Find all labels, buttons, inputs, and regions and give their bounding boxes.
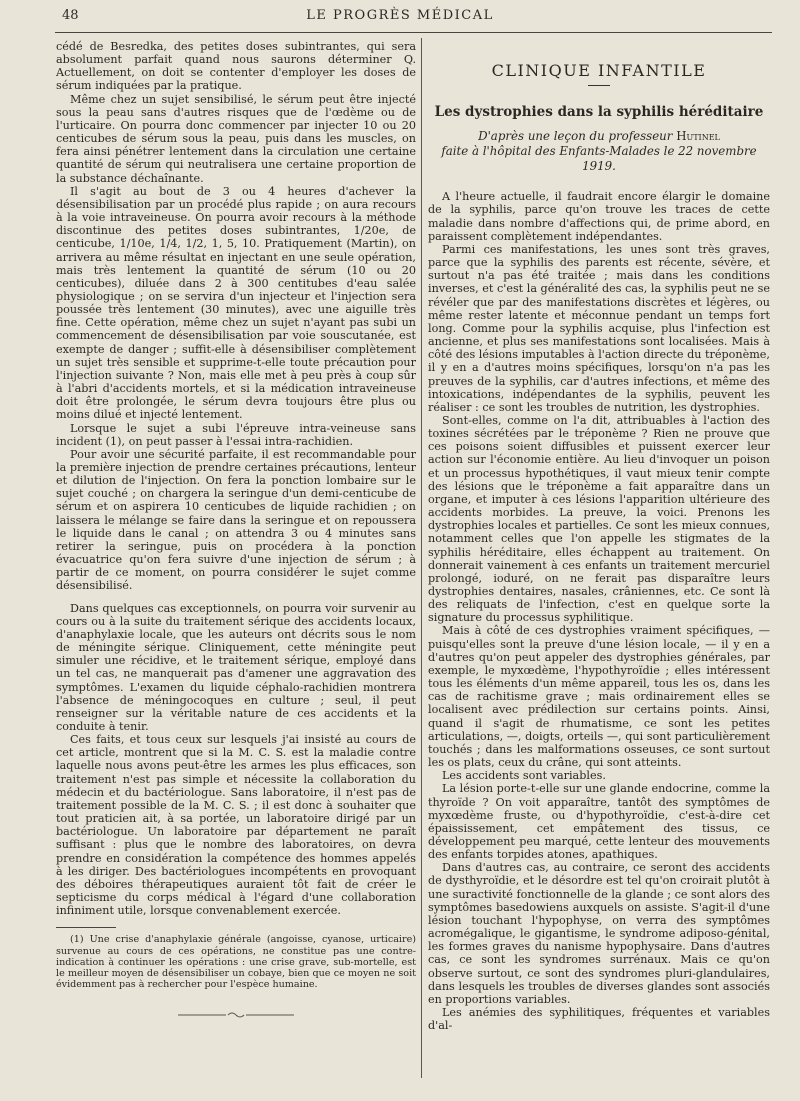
body-paragraph: Dans d'autres cas, au contraire, ce seront des accidents de dysthyroïdie, et le désordre est tel qu'on croirait plutôt à une suractivité fonctionnelle de la glande ; ce sont alors des symptômes basedowiens auxquels on assiste. S'agit-il d'une lésion touchant l'hypophyse, on verra des symptômes acromégalique, le gigantisme, le syndrome adiposo-génital, les formes graves du nanisme hypophysaire. Dans d'autres cas, ce sont les syndromes surrénaux. Mais ce qu'on observe surtout, ce sont des syndromes pluri-glandulaires, dans lesquels les troubles de diverses glandes sont associés en proportions variables. (428, 861, 770, 1006)
page-number: 48 (62, 8, 79, 23)
professor-name: Hutinel (676, 129, 720, 144)
footnote: (1) Une crise d'anaphylaxie générale (angoisse, cyanose, urticaire) survenue au cours de ces opérations, ne constitue pas une contre-indication à continuer les opérations : une crise grave, sub-mortelle, est le meilleur moyen de désensibiliser un cobaye, bien que ce moyen ne soit évidemment pas à rechercher pour l'espèce humaine. (56, 934, 416, 991)
page-header (0, 6, 800, 30)
body-paragraph: Sont-elles, comme on l'a dit, attribuables à l'action des toxines sécrétées par le tréponème ? Rien ne prouve que ces poisons soient diffusibles et puissent exercer leur action sur l'économie entière. Au lieu d'invoquer un poison et un processus hypothétiques, il vaut mieux tenir compte des lésions que le tréponème a fait apparaître dans un organe, et imputer à ces lésions l'apparition ultérieure des accidents morbides. La preuve, la voici. Prenons les dystrophies locales et partielles. Ce sont les mieux connues, notamment celles que l'on appelle les stigmates de la syphilis héréditaire, elles échappent au traitement. On donnerait vainement à ces enfants un traitement mercuriel prolongé, ioduré, on ne ferait pas disparaître leurs dystrophies dentaires, nasales, crâniennes, etc. Ce sont là des reliquats de l'infection, c'est en quelque sorte la signature du processus syphilitique. (428, 413, 770, 625)
article-title: Les dystrophies dans la syphilis héréditaire (434, 104, 764, 121)
end-ornament (176, 1010, 296, 1020)
body-paragraph: cédé de Besredka, des petites doses subintrantes, qui sera absolument parfait quand nous saurons déterminer Q. Actuellement, on doit se contenter d'employer les doses de sérum indiquées par la pratique. (56, 40, 416, 93)
body-paragraph: Pour avoir une sécurité parfaite, il est recommandable pour la première injection de prendre certaines précautions, lenteur et dilution de l'injection. On fera la ponction lombaire sur le sujet couché ; on chargera la seringue d'un demi-centicube de sérum et on aspirera 10 centicubes de liquide rachidien ; on laissera le mélange se faire dans la seringue et on repoussera le liquide dans le canal ; on attendra 3 ou 4 minutes sans retirer la seringue, puis on procédera à la ponction évacuatrice qu'on fera suivre d'une injection de sérum ; à partir de ce moment, on pourra considérer le sujet comme désensibilisé. (56, 447, 416, 593)
header-rule (55, 32, 772, 33)
body-paragraph: Parmi ces manifestations, les unes sont très graves, parce que la syphilis des parents est récente, sévère, et surtout n'a pas été traitée ; mais dans les conditions inverses, et c'est la généralité des cas, la syphilis peut ne se révéler que par des manifestations discrètes et légères, ou même rester latente et méconnue pendant un temps fort long. Comme pour la syphilis acquise, plus l'infection est ancienne, et plus ses manifestations sont localisées. Mais à côté des lésions imputables à l'action directe du tréponème, il y en a d'autres moins spécifiques, lorsqu'on n'a pas les preuves de la syphilis, car d'autres infections, et même des intoxications, indépendantes de la syphilis, peuvent les réaliser : ce sont les troubles de nutrition, les dystrophies. (428, 242, 770, 414)
section-title: CLINIQUE INFANTILE (491, 61, 707, 80)
article-attribution (428, 129, 770, 174)
attribution-venue-date: faite à l'hôpital des Enfants-Malades le 22 novembre 1919. (441, 144, 757, 174)
body-paragraph: Lorsque le sujet a subi l'épreuve intra-veineuse sans incident (1), on peut passer à l'essai intra-rachidien. (56, 421, 416, 448)
title-rule (588, 85, 610, 86)
body-paragraph: Ces faits, et tous ceux sur lesquels j'ai insisté au cours de cet article, montrent que si la M. C. S. est la maladie contre laquelle nous avons peut-être les armes les plus efficaces, son traitement n'est pas simple et nécessite la collaboration du médecin et du bactériologue. Sans laboratoire, il n'est pas de traitement possible de la M. C. S. ; il est donc à souhaiter que tout praticien ait, à sa portée, un laboratoire dirigé par un bactériologue. Un laboratoire par département ne paraît suffisant : plus que le nombre des laboratoires, on devra prendre en considération la compétence des hommes appelés à les diriger. Des bactériologues incompétents en provoquant des déboires thérapeutiques auraient tôt fait de créer le septicisme du corps médical à l'égard d'une collaboration infiniment utile, lorsque convenablement exercée. (56, 733, 416, 918)
running-head: LE PROGRÈS MÉDICAL (306, 8, 494, 23)
footnote-rule (56, 927, 116, 928)
body-paragraph: Il s'agit au bout de 3 ou 4 heures d'achever la désensibilisation par un procédé plus rapide ; on aura recours à la voie intraveineuse. On pourra avoir recours à la méthode discontinue des petites doses subintrantes, 1/20e, de centicube, 1/10e, 1/4, 1/2, 1, 5, 10. Pratiquement (Martin), on arrivera au même résultat en injectant en une seule opération, mais très lentement la quantité de sérum (10 ou 20 centicubes), diluée dans 2 à 300 centitubes d'eau salée physiologique ; on se servira d'un injecteur et l'injection sera poussée très lentement (30 minutes), avec une aiguille très fine. Cette opération, même chez un sujet n'ayant pas subi un commencement de désensibilisation par voie souscutanée, est exempte de danger ; suffit-elle à désensibiliser complètement un sujet très sensible et supprime-t-elle toute précaution pour l'injection suivante ? Non, mais elle met à peu près à coup sûr à l'abri d'accidents mortels, et si la médication intraveineuse doit être prolongée, le sérum devra toujours être plus ou moins dilué et injecté lentement. (56, 184, 416, 422)
left-column (56, 40, 416, 1020)
body-paragraph: La lésion porte-t-elle sur une glande endocrine, comme la thyroïde ? On voit apparaître, tantôt des symptômes de myxœdème fruste, ou d'hypothyroïdie, c'est-à-dire cet épaississement, cet empâtement des tissus, ce développement peu marqué, cette lenteur des mouvements des enfants torpides atones, apathiques. (428, 782, 770, 862)
paragraph-gap (56, 593, 416, 602)
body-paragraph: Même chez un sujet sensibilisé, le sérum peut être injecté sous la peau sans d'autres risques que de l'œdème ou de l'urticaire. On pourra donc commencer par injecter 10 ou 20 centicubes de sérum sous la peau, puis dans les muscles, on fera ainsi pénétrer lentement dans la circulation une certaine quantité de sérum qui neutralisera une certaine proportion de la substance déchaînante. (56, 92, 416, 185)
column-divider (421, 38, 422, 1078)
body-paragraph: Mais à côté de ces dystrophies vraiment spécifiques, — puisqu'elles sont la preuve d'une lésion locale, — il y en a d'autres qu'on peut appeler des dystrophies générales, par exemple, le myxœdème, l'hypothyroïdie ; elles intéressent tous les éléments d'un même appareil, tous les os, dans les cas de rachitisme grave ; mais ordinairement elles se localisent avec prédilection sur certains points. Ainsi, quand il s'agit de rhumatisme, ce sont les petites articulations, —, doigts, orteils —, qui sont particulièrement touchés ; dans les malformations osseuses, ce sont surtout les os plats, ceux du crâne, qui sont atteints. (428, 624, 770, 770)
attribution-prefix: D'après une leçon du professeur (478, 129, 673, 144)
body-paragraph: Les anémies des syphilitiques, fréquentes et variables d'al- (428, 1006, 770, 1033)
body-paragraph: Dans quelques cas exceptionnels, on pourra voir survenir au cours ou à la suite du traitement sérique des accidents locaux, d'anaphylaxie locale, que les auteurs ont décrits sous le nom de méningite sérique. Cliniquement, cette méningite peut simuler une récidive, et le traitement sérique, employé dans un tel cas, ne manquerait pas d'amener une aggravation des symptômes. L'examen du liquide céphalo-rachidien montrera l'absence de méningocoques en culture ; seul, il peut renseigner sur la véritable nature de ces accidents et la conduite à tenir. (56, 601, 416, 733)
body-paragraph: A l'heure actuelle, il faudrait encore élargir le domaine de la syphilis, parce qu'on trouve les traces de cette maladie dans nombre d'affections qui, de prime abord, en paraissent complètement indépendantes. (428, 190, 770, 243)
body-paragraph: Les accidents sont variables. (442, 769, 606, 783)
right-column (428, 40, 770, 1032)
